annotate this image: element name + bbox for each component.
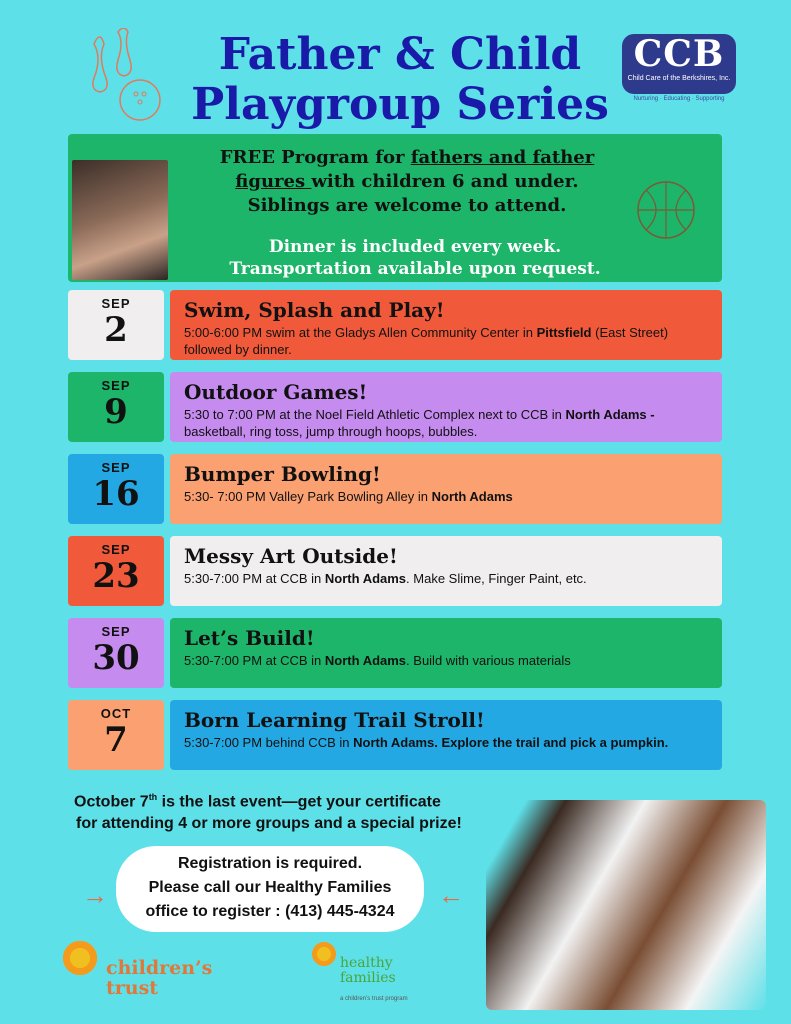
event-desc-c: . Build with various materials [406,653,571,668]
intro-dinner: Dinner is included every week. [268,237,562,257]
intro-free-c: figures [235,171,312,192]
event-desc-b: North Adams - [565,407,655,422]
title-line-2: Playgroup Series [191,79,609,130]
event-desc-a: 5:30-7:00 PM at CCB in [184,653,325,668]
registration-box [116,846,424,932]
registration-line-3: office to register : (413) 445-4324 [145,903,395,920]
father-daughter-photo [72,160,168,280]
healthy-families-sub: a children’s trust program [340,996,408,1002]
event-title: Let’s Build! [184,626,315,650]
intro-siblings: Siblings are welcome to attend. [247,195,567,216]
event-desc-a: 5:30-7:00 PM at CCB in [184,571,325,586]
title-line-1: Father & Child [218,29,582,80]
event-description [184,570,712,587]
ccb-logo [622,34,736,94]
event-date-box [68,454,164,524]
event-day: 2 [104,310,128,350]
event-month: SEP [101,460,131,475]
event-day: 16 [92,474,140,514]
childrens-trust-logo [106,958,212,998]
event-desc-b: North Adams [324,571,407,586]
event-description [184,488,712,505]
ccb-logo-name: Child Care of the Berkshires, Inc. [627,75,731,82]
intro-dinner-text [170,236,660,280]
ccb-logo-letters: CCB [633,33,725,75]
event-description [184,406,712,440]
last-event-note [74,786,524,835]
event-day: 7 [104,720,128,760]
event-day: 9 [104,392,128,432]
event-title: Outdoor Games! [184,380,368,404]
event-desc-a: 5:00-6:00 PM swim at the Gladys Allen Community Center in [184,325,537,340]
healthy-families-word-1: healthy [340,955,393,971]
event-title: Born Learning Trail Stroll! [184,708,485,732]
high-five-photo [486,800,766,1010]
event-desc-a: 5:30- 7:00 PM Valley Park Bowling Alley in [184,489,432,504]
event-date-box [68,700,164,770]
registration-line-1: Registration is required. [177,855,363,872]
event-day: 30 [92,638,140,678]
event-month: OCT [100,706,132,721]
intro-text [172,146,642,218]
basketball-icon [634,178,698,242]
event-details-box [170,700,722,770]
event-desc-b: North Adams [431,489,513,504]
event-month: SEP [101,542,131,557]
event-desc-b: North Adams. Explore the trail and pick a pumpkin. [353,735,669,750]
event-date-box [68,372,164,442]
registration-line-2: Please call our Healthy Families [148,879,392,896]
event-desc-a: 5:30-7:00 PM behind CCB in [184,735,354,750]
event-description [184,734,712,751]
event-details-box [170,372,722,442]
last-event-line1: is the last event—get your certificate [157,793,441,811]
event-month: SEP [101,378,131,393]
last-event-sup: th [148,792,158,802]
event-desc-a: 5:30 to 7:00 PM at the Noel Field Athletic Complex next to CCB in [184,407,566,422]
right-arrow-icon: ← [438,880,464,910]
intro-free-a: FREE Program for [219,147,411,168]
intro-transport: Transportation available upon request. [229,259,601,279]
childrens-trust-sun-icon [60,938,100,978]
event-desc-b: North Adams [324,653,407,668]
page-title [150,30,650,130]
intro-free-b: fathers and father [410,147,595,168]
event-details-box [170,454,722,524]
event-month: SEP [101,624,131,639]
event-details-box [170,618,722,688]
event-day: 23 [92,556,140,596]
event-description [184,324,712,358]
childrens-trust-word-1: children’s [106,957,213,979]
event-desc-c: . Make Slime, Finger Paint, etc. [406,571,587,586]
event-date-box [68,618,164,688]
last-event-line2: for attending 4 or more groups and a special prize! [76,815,462,833]
healthy-families-logo [340,956,396,986]
left-arrow-icon: → [82,880,108,910]
event-details-box [170,536,722,606]
ccb-logo-tagline: Nurturing · Educating · Supporting [633,96,725,102]
event-date-box [68,290,164,360]
event-month: SEP [101,296,131,311]
event-desc-b: Pittsfield [536,325,592,340]
healthy-families-word-2: families [340,970,396,986]
intro-free-d: with children 6 and under. [311,171,579,192]
event-description [184,652,712,669]
event-desc-c: basketball, ring toss, jump through hoops, bubbles. [184,424,478,439]
event-title: Swim, Splash and Play! [184,298,445,322]
event-title: Bumper Bowling! [184,462,381,486]
event-title: Messy Art Outside! [184,544,398,568]
event-desc-c: (East Street) followed by dinner. [184,325,669,357]
childrens-trust-word-2: trust [106,977,159,999]
last-event-date: October 7 [74,793,149,811]
event-details-box [170,290,722,360]
healthy-families-sun-icon [310,940,338,968]
event-date-box [68,536,164,606]
